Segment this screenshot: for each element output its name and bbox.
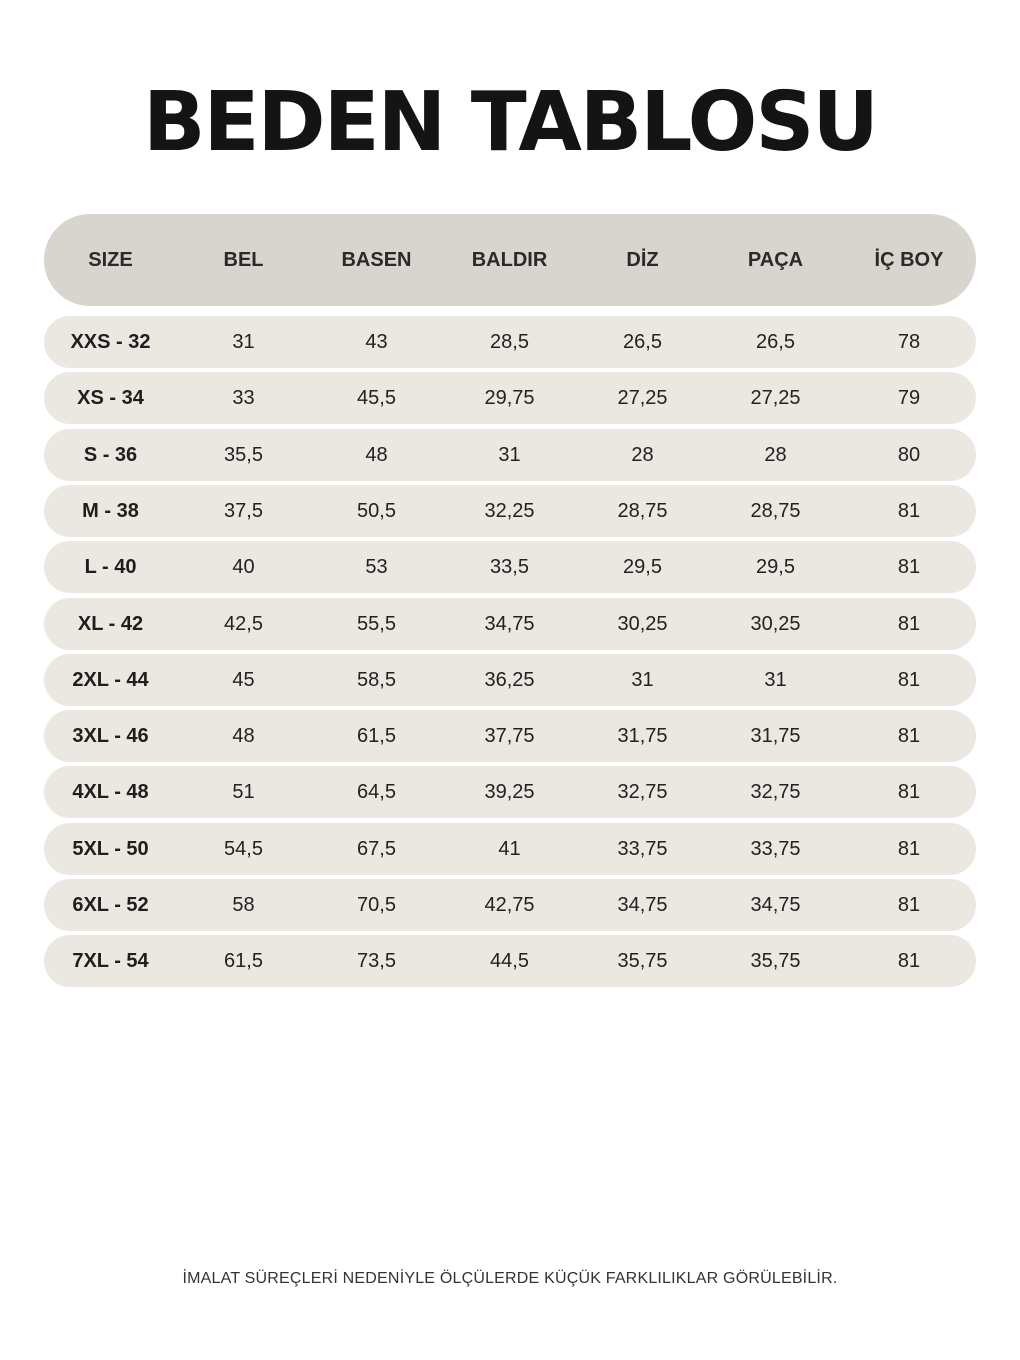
cell-basen: 45,5 xyxy=(357,386,396,409)
cell-paca: 27,25 xyxy=(750,386,801,409)
table-row xyxy=(44,879,976,931)
cell-baldir: 33,5 xyxy=(490,555,529,578)
cell-baldir: 28,5 xyxy=(490,330,529,353)
cell-bel: 37,5 xyxy=(224,499,263,522)
table-row xyxy=(44,541,976,593)
cell-size: 2XL - 44 xyxy=(72,668,149,691)
cell-baldir: 32,25 xyxy=(484,499,535,522)
cell-diz: 35,75 xyxy=(617,949,668,972)
cell-diz: 33,75 xyxy=(617,837,668,860)
header-baldir: BALDIR xyxy=(471,248,548,271)
cell-basen: 70,5 xyxy=(357,893,396,916)
cell-ic-boy: 81 xyxy=(897,837,921,860)
cell-bel: 61,5 xyxy=(224,949,263,972)
footer-note: İMALAT SÜREÇLERİ NEDENİYLE ÖLÇÜLERDE KÜÇÜK FARKLILIKLAR GÖRÜLEBİLİR. xyxy=(182,1270,838,1287)
cell-ic-boy: 81 xyxy=(897,724,921,747)
cell-basen: 48 xyxy=(365,443,388,466)
cell-diz: 34,75 xyxy=(617,893,668,916)
cell-diz: 29,5 xyxy=(623,555,662,578)
cell-paca: 30,25 xyxy=(750,612,801,635)
table-row xyxy=(44,429,976,481)
cell-size: XS - 34 xyxy=(77,386,144,409)
cell-baldir: 39,25 xyxy=(484,780,535,803)
cell-size: 7XL - 54 xyxy=(72,949,149,972)
cell-size: 6XL - 52 xyxy=(72,893,149,916)
cell-paca: 33,75 xyxy=(750,837,801,860)
cell-paca: 32,75 xyxy=(750,780,801,803)
table-row xyxy=(44,372,976,424)
cell-paca: 28,75 xyxy=(750,499,801,522)
cell-ic-boy: 80 xyxy=(897,443,921,466)
cell-diz: 27,25 xyxy=(617,386,668,409)
cell-size: XXS - 32 xyxy=(70,330,151,353)
cell-baldir: 29,75 xyxy=(484,386,535,409)
header-paca: PAÇA xyxy=(747,248,804,271)
cell-basen: 61,5 xyxy=(357,724,396,747)
cell-size: 5XL - 50 xyxy=(72,837,149,860)
cell-ic-boy: 81 xyxy=(897,612,921,635)
header-diz: DİZ xyxy=(626,248,659,271)
cell-basen: 55,5 xyxy=(357,612,396,635)
cell-ic-boy: 81 xyxy=(897,893,921,916)
table-row xyxy=(44,485,976,537)
header-basen: BASEN xyxy=(341,248,412,271)
cell-basen: 53 xyxy=(365,555,388,578)
cell-size: 4XL - 48 xyxy=(72,780,149,803)
cell-bel: 35,5 xyxy=(224,443,263,466)
cell-bel: 54,5 xyxy=(224,837,263,860)
cell-diz: 26,5 xyxy=(623,330,662,353)
cell-bel: 42,5 xyxy=(224,612,263,635)
cell-basen: 58,5 xyxy=(357,668,396,691)
cell-size: L - 40 xyxy=(84,555,137,578)
cell-baldir: 42,75 xyxy=(484,893,535,916)
cell-bel: 51 xyxy=(232,780,255,803)
cell-paca: 29,5 xyxy=(756,555,795,578)
cell-paca: 35,75 xyxy=(750,949,801,972)
cell-basen: 50,5 xyxy=(357,499,396,522)
cell-size: 3XL - 46 xyxy=(72,724,149,747)
cell-bel: 31 xyxy=(232,330,255,353)
table-row xyxy=(44,654,976,706)
cell-diz: 28 xyxy=(631,443,654,466)
cell-paca: 31 xyxy=(764,668,787,691)
cell-bel: 33 xyxy=(232,386,255,409)
table-row xyxy=(44,766,976,818)
header-ic-boy: İÇ BOY xyxy=(874,248,944,271)
cell-paca: 28 xyxy=(764,443,787,466)
table-row xyxy=(44,710,976,762)
cell-bel: 45 xyxy=(232,668,255,691)
cell-ic-boy: 81 xyxy=(897,499,921,522)
cell-ic-boy: 81 xyxy=(897,555,921,578)
table-row xyxy=(44,316,976,368)
cell-baldir: 41 xyxy=(498,837,521,860)
cell-basen: 67,5 xyxy=(357,837,396,860)
table-row xyxy=(44,598,976,650)
cell-ic-boy: 81 xyxy=(897,668,921,691)
cell-diz: 28,75 xyxy=(617,499,668,522)
cell-size: S - 36 xyxy=(83,443,138,466)
header-size: SIZE xyxy=(88,248,133,271)
header-bel: BEL xyxy=(223,248,264,271)
table-header xyxy=(44,214,976,306)
cell-diz: 30,25 xyxy=(617,612,668,635)
table-row xyxy=(44,935,976,987)
cell-bel: 40 xyxy=(232,555,255,578)
cell-ic-boy: 78 xyxy=(897,330,921,353)
cell-bel: 58 xyxy=(232,893,255,916)
cell-diz: 31,75 xyxy=(617,724,668,747)
cell-baldir: 36,25 xyxy=(484,668,535,691)
cell-baldir: 37,75 xyxy=(484,724,535,747)
cell-baldir: 31 xyxy=(498,443,521,466)
cell-ic-boy: 79 xyxy=(897,386,921,409)
cell-size: XL - 42 xyxy=(77,612,144,635)
cell-size: M - 38 xyxy=(82,499,139,522)
cell-paca: 34,75 xyxy=(750,893,801,916)
cell-diz: 31 xyxy=(631,668,654,691)
cell-ic-boy: 81 xyxy=(897,949,921,972)
cell-basen: 43 xyxy=(365,330,388,353)
cell-paca: 31,75 xyxy=(750,724,801,747)
cell-diz: 32,75 xyxy=(617,780,668,803)
cell-baldir: 34,75 xyxy=(484,612,535,635)
cell-baldir: 44,5 xyxy=(490,949,529,972)
cell-basen: 64,5 xyxy=(357,780,396,803)
cell-ic-boy: 81 xyxy=(897,780,921,803)
table-row xyxy=(44,823,976,875)
cell-paca: 26,5 xyxy=(756,330,795,353)
cell-basen: 73,5 xyxy=(357,949,396,972)
page-title: BEDEN TABLOSU xyxy=(143,75,877,170)
cell-bel: 48 xyxy=(232,724,255,747)
